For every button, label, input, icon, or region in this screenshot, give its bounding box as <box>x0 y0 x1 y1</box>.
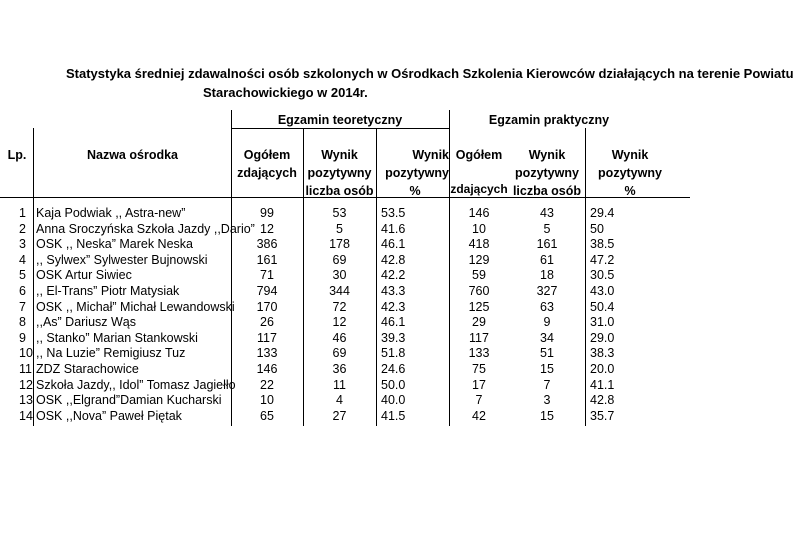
row-practice-total: 75 <box>472 362 486 376</box>
row-practice-positive-count: 5 <box>543 221 551 236</box>
row-theory-positive-pct: 40.0 <box>381 393 406 408</box>
header-theory-positive-count-line1: Wynik <box>321 148 358 162</box>
row-practice-total: 133 <box>468 346 490 361</box>
row-lp: 7 <box>19 299 26 314</box>
header-theory-positive-count-line2: pozytywny <box>307 166 372 180</box>
row-theory-positive-count: 178 <box>329 237 350 252</box>
column-divider-pr-pos <box>585 128 586 426</box>
row-lp: 14 <box>19 408 33 423</box>
row-theory-positive-count: 69 <box>332 252 347 267</box>
row-name: Szkoła Jazdy,, Idol” Tomasz Jagiełło <box>36 377 236 392</box>
header-theory-positive-pct-line2: pozytywny <box>385 166 449 180</box>
row-practice-positive-count: 161 <box>536 237 558 252</box>
row-theory-positive-pct: 42.3 <box>381 299 406 314</box>
row-practice-total: 7 <box>475 393 483 408</box>
header-practice-positive-count-line3: liczba osób <box>512 184 582 198</box>
row-theory-positive-count: 27 <box>332 408 347 423</box>
row-theory-total: 386 <box>256 237 278 252</box>
row-theory-total: 26 <box>260 315 274 330</box>
row-practice-positive-pct: 35.7 <box>590 408 615 423</box>
row-theory-positive-pct: 46.1 <box>381 237 406 252</box>
row-theory-total: 71 <box>260 268 274 283</box>
row-theory-total: 161 <box>256 252 278 267</box>
row-practice-positive-count: 327 <box>536 284 558 298</box>
header-name: Nazwa ośrodka <box>86 148 178 162</box>
header-practice-total-line2: zdających <box>450 182 508 196</box>
row-practice-positive-pct: 38.3 <box>590 346 615 361</box>
row-name: Kaja Podwiak ,, Astra-new” <box>36 206 186 220</box>
row-practice-positive-pct: 20.0 <box>590 362 615 376</box>
row-theory-positive-pct: 50.0 <box>381 377 406 392</box>
row-practice-total: 29 <box>472 315 486 330</box>
row-theory-positive-pct: 42.2 <box>381 268 406 283</box>
row-theory-positive-count: 12 <box>332 315 347 330</box>
row-theory-total: 12 <box>260 221 274 236</box>
row-name: OSK ,,Nova” Paweł Piętak <box>36 408 182 423</box>
row-name: ,, Sylwex” Sylwester Bujnowski <box>36 252 208 267</box>
row-theory-positive-count: 36 <box>332 362 347 376</box>
row-name: OSK ,, Michał” Michał Lewandowski <box>36 299 235 314</box>
row-theory-positive-pct: 43.3 <box>381 284 406 298</box>
row-practice-total: 760 <box>468 284 490 298</box>
header-theory-positive-count-line3: liczba osób <box>305 184 374 198</box>
row-theory-total: 133 <box>256 346 278 361</box>
row-theory-positive-count: 5 <box>336 221 343 236</box>
row-practice-positive-pct: 31.0 <box>590 315 615 330</box>
header-theory-total-line1: Ogółem <box>243 148 291 162</box>
row-theory-positive-pct: 46.1 <box>381 315 406 330</box>
row-practice-positive-count: 51 <box>540 346 554 361</box>
row-practice-total: 17 <box>472 377 486 392</box>
row-name: ,, Na Luzie” Remigiusz Tuz <box>36 346 186 361</box>
header-theory-positive-pct-line3: % <box>409 184 421 198</box>
header-practice-positive-pct-line3: % <box>624 184 636 198</box>
row-practice-positive-count: 18 <box>540 268 554 283</box>
row-theory-positive-pct: 24.6 <box>381 362 406 376</box>
group-theory-header: Egzamin teoretyczny <box>277 113 403 127</box>
row-theory-total: 99 <box>260 206 274 220</box>
row-theory-positive-pct: 51.8 <box>381 346 406 361</box>
row-lp: 8 <box>19 315 26 330</box>
row-practice-positive-count: 34 <box>540 330 554 345</box>
row-lp: 13 <box>19 393 33 408</box>
group-practice-header: Egzamin praktyczny <box>488 113 610 127</box>
header-practice-positive-count-line1: Wynik <box>528 148 566 162</box>
header-practice-total-line2-wrap <box>449 182 509 196</box>
row-practice-total: 42 <box>472 408 486 423</box>
header-practice-total-line1: Ogółem <box>455 148 503 162</box>
header-practice-positive-pct-line2: pozytywny <box>598 166 662 180</box>
row-practice-total: 125 <box>468 299 490 314</box>
row-practice-positive-count: 61 <box>540 252 554 267</box>
header-practice-positive-pct-line1: Wynik <box>611 148 649 162</box>
row-practice-positive-count: 15 <box>540 408 554 423</box>
row-practice-total: 117 <box>469 330 489 345</box>
row-theory-positive-pct: 41.6 <box>381 221 406 236</box>
row-name: ,, Stanko” Marian Stankowski <box>36 330 198 345</box>
header-lp: Lp. <box>7 148 27 162</box>
row-name: ZDZ Starachowice <box>36 362 139 376</box>
row-theory-total: 10 <box>260 393 274 408</box>
row-lp: 4 <box>19 252 26 267</box>
row-theory-positive-pct: 42.8 <box>381 252 406 267</box>
row-lp: 5 <box>19 268 26 283</box>
header-theory-positive-pct-line1: Wynik <box>412 148 449 162</box>
header-theory-total <box>231 146 303 182</box>
row-practice-total: 10 <box>472 221 486 236</box>
row-lp: 2 <box>19 221 26 236</box>
row-practice-positive-pct: 30.5 <box>590 268 615 283</box>
row-theory-total: 794 <box>256 284 278 298</box>
row-practice-positive-pct: 38.5 <box>590 237 615 252</box>
row-practice-positive-count: 7 <box>543 377 551 392</box>
row-practice-total: 59 <box>472 268 486 283</box>
row-practice-positive-count: 43 <box>540 206 554 220</box>
row-practice-total: 129 <box>468 252 490 267</box>
header-practice-total-line1-wrap <box>449 146 509 164</box>
row-practice-positive-pct: 50.4 <box>590 299 615 314</box>
row-lp: 3 <box>19 237 26 252</box>
header-theory-total-line2: zdających <box>237 166 297 180</box>
row-theory-positive-count: 46 <box>332 330 347 345</box>
row-practice-positive-pct: 47.2 <box>590 252 615 267</box>
header-practice-positive-pct <box>595 146 665 200</box>
header-theory-positive-count <box>303 146 376 200</box>
row-lp: 6 <box>19 284 26 298</box>
row-practice-positive-pct: 43.0 <box>590 284 615 298</box>
row-name: Anna Sroczyńska Szkoła Jazdy ,,Dario” <box>36 221 255 236</box>
row-lp: 10 <box>19 346 33 361</box>
row-theory-total: 65 <box>260 408 274 423</box>
row-name: OSK ,,Elgrand”Damian Kucharski <box>36 393 222 408</box>
row-practice-positive-pct: 50 <box>590 221 604 236</box>
row-practice-positive-count: 9 <box>543 315 551 330</box>
row-lp: 11 <box>19 362 32 376</box>
row-lp: 12 <box>19 377 33 392</box>
row-theory-positive-pct: 41.5 <box>381 408 406 423</box>
row-theory-positive-count: 69 <box>332 346 347 361</box>
column-divider-th-pos <box>376 128 377 426</box>
row-practice-positive-pct: 29.4 <box>590 206 615 220</box>
row-practice-positive-count: 63 <box>540 299 554 314</box>
column-divider-lp <box>33 128 34 426</box>
row-theory-total: 170 <box>256 299 278 314</box>
row-theory-positive-pct: 39.3 <box>381 330 406 345</box>
row-practice-total: 146 <box>468 206 490 220</box>
row-theory-positive-count: 72 <box>332 299 347 314</box>
row-theory-total: 146 <box>256 362 278 376</box>
row-theory-positive-count: 11 <box>333 377 346 392</box>
row-practice-positive-pct: 41.1 <box>590 377 615 392</box>
document-title-line1: Statystyka średniej zdawalności osób szkolonych w Ośrodkach Szkolenia Kierowców działających na terenie Powiatu <box>66 66 794 81</box>
row-name: ,,As” Dariusz Wąs <box>36 315 137 330</box>
row-theory-total: 22 <box>260 377 274 392</box>
row-name: OSK ,, Neska” Marek Neska <box>36 237 193 252</box>
header-practice-positive-count <box>509 146 585 200</box>
row-practice-positive-count: 15 <box>540 362 554 376</box>
row-practice-positive-pct: 42.8 <box>590 393 615 408</box>
row-theory-positive-count: 53 <box>332 206 347 220</box>
row-lp: 9 <box>19 330 26 345</box>
row-practice-positive-count: 3 <box>543 393 551 408</box>
row-theory-positive-count: 30 <box>332 268 347 283</box>
row-theory-positive-count: 344 <box>329 284 350 298</box>
row-practice-total: 418 <box>468 237 490 252</box>
header-theory-positive-pct <box>381 146 449 200</box>
row-theory-positive-count: 4 <box>336 393 343 408</box>
row-lp: 1 <box>19 206 26 220</box>
row-name: ,, El-Trans” Piotr Matysiak <box>36 284 180 298</box>
row-theory-positive-pct: 53.5 <box>381 206 406 220</box>
document-title-line2: Starachowickiego w 2014r. <box>203 85 368 100</box>
row-practice-positive-pct: 29.0 <box>590 330 615 345</box>
row-theory-total: 117 <box>257 330 277 345</box>
row-name: OSK Artur Siwiec <box>36 268 132 283</box>
header-practice-positive-count-line2: pozytywny <box>515 166 579 180</box>
